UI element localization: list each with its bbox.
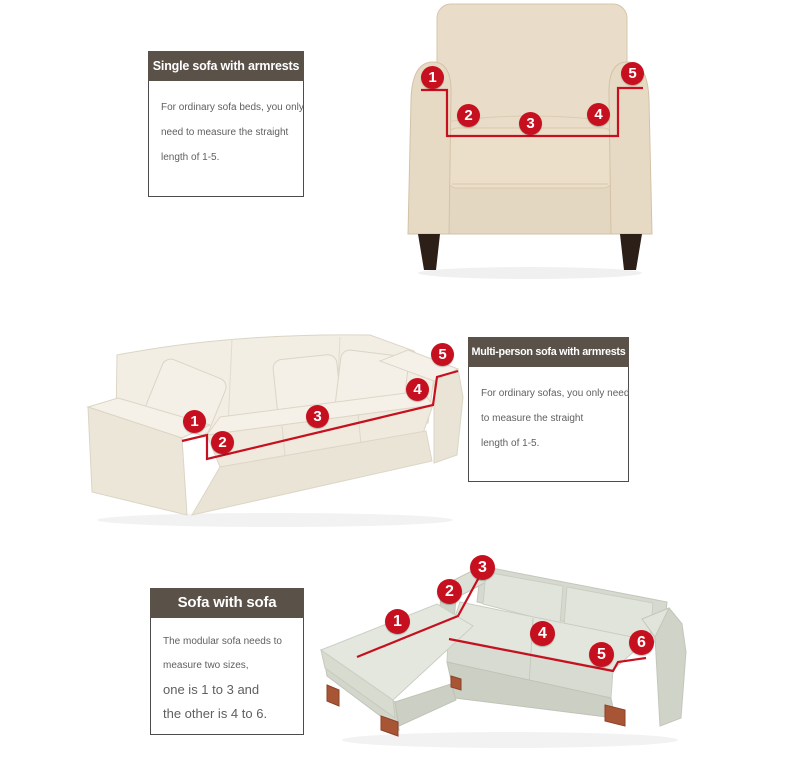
panel-title-single: Single sofa with armrests xyxy=(148,51,304,81)
measure-point-3: 3 xyxy=(470,555,495,580)
armchair-right-arm xyxy=(609,62,652,234)
measure-point-2: 2 xyxy=(437,579,462,604)
measure-point-3: 3 xyxy=(306,405,329,428)
panel-text-line: the other is 4 to 6. xyxy=(163,706,268,721)
measure-point-1: 1 xyxy=(385,609,410,634)
panel-title-modular: Sofa with sofa xyxy=(150,588,304,618)
panel-text-line: length of 1-5. xyxy=(481,438,540,449)
measure-point-1: 1 xyxy=(421,66,444,89)
measure-point-2: 2 xyxy=(211,431,234,454)
panel-body-multi xyxy=(468,367,629,482)
measure-point-5: 5 xyxy=(431,343,454,366)
panel-text-line: For ordinary sofa beds, you only xyxy=(161,102,304,113)
info-panel-modular-sofa xyxy=(150,588,304,736)
panel-title-multi: Multi-person sofa with armrests xyxy=(468,337,629,367)
panel-body-single xyxy=(148,81,304,197)
armchair-illustration xyxy=(400,0,660,285)
measure-point-5: 5 xyxy=(589,642,614,667)
panel-text-line: The modular sofa needs to xyxy=(163,636,282,647)
floor-shadow xyxy=(97,513,453,527)
panel-text-line: need to measure the straight xyxy=(161,127,289,138)
measure-point-1: 1 xyxy=(183,410,206,433)
panel-body-modular xyxy=(150,618,304,735)
info-panel-multi-sofa xyxy=(468,337,629,483)
panel-text-line: For ordinary sofas, you only need xyxy=(481,388,630,399)
measure-point-5: 5 xyxy=(621,62,644,85)
panel-text-line: measure two sizes, xyxy=(163,660,249,671)
right-arm-side xyxy=(434,369,463,463)
measure-point-4: 4 xyxy=(530,621,555,646)
armchair-right-leg xyxy=(620,234,642,270)
multi-sofa-illustration xyxy=(70,325,465,530)
panel-text-line: length of 1-5. xyxy=(161,152,220,163)
sectional-sofa-illustration xyxy=(315,540,692,771)
panel-text-line: to measure the straight xyxy=(481,413,584,424)
measure-point-4: 4 xyxy=(587,103,610,126)
info-panel-single-sofa xyxy=(148,51,304,198)
armchair-left-leg xyxy=(418,234,440,270)
measure-point-6: 6 xyxy=(629,630,654,655)
floor-shadow xyxy=(418,267,642,279)
armchair-seat-cushion xyxy=(447,128,613,188)
panel-text-line: one is 1 to 3 and xyxy=(163,682,260,697)
measure-point-4: 4 xyxy=(406,378,429,401)
measure-point-3: 3 xyxy=(519,112,542,135)
measure-point-2: 2 xyxy=(457,104,480,127)
